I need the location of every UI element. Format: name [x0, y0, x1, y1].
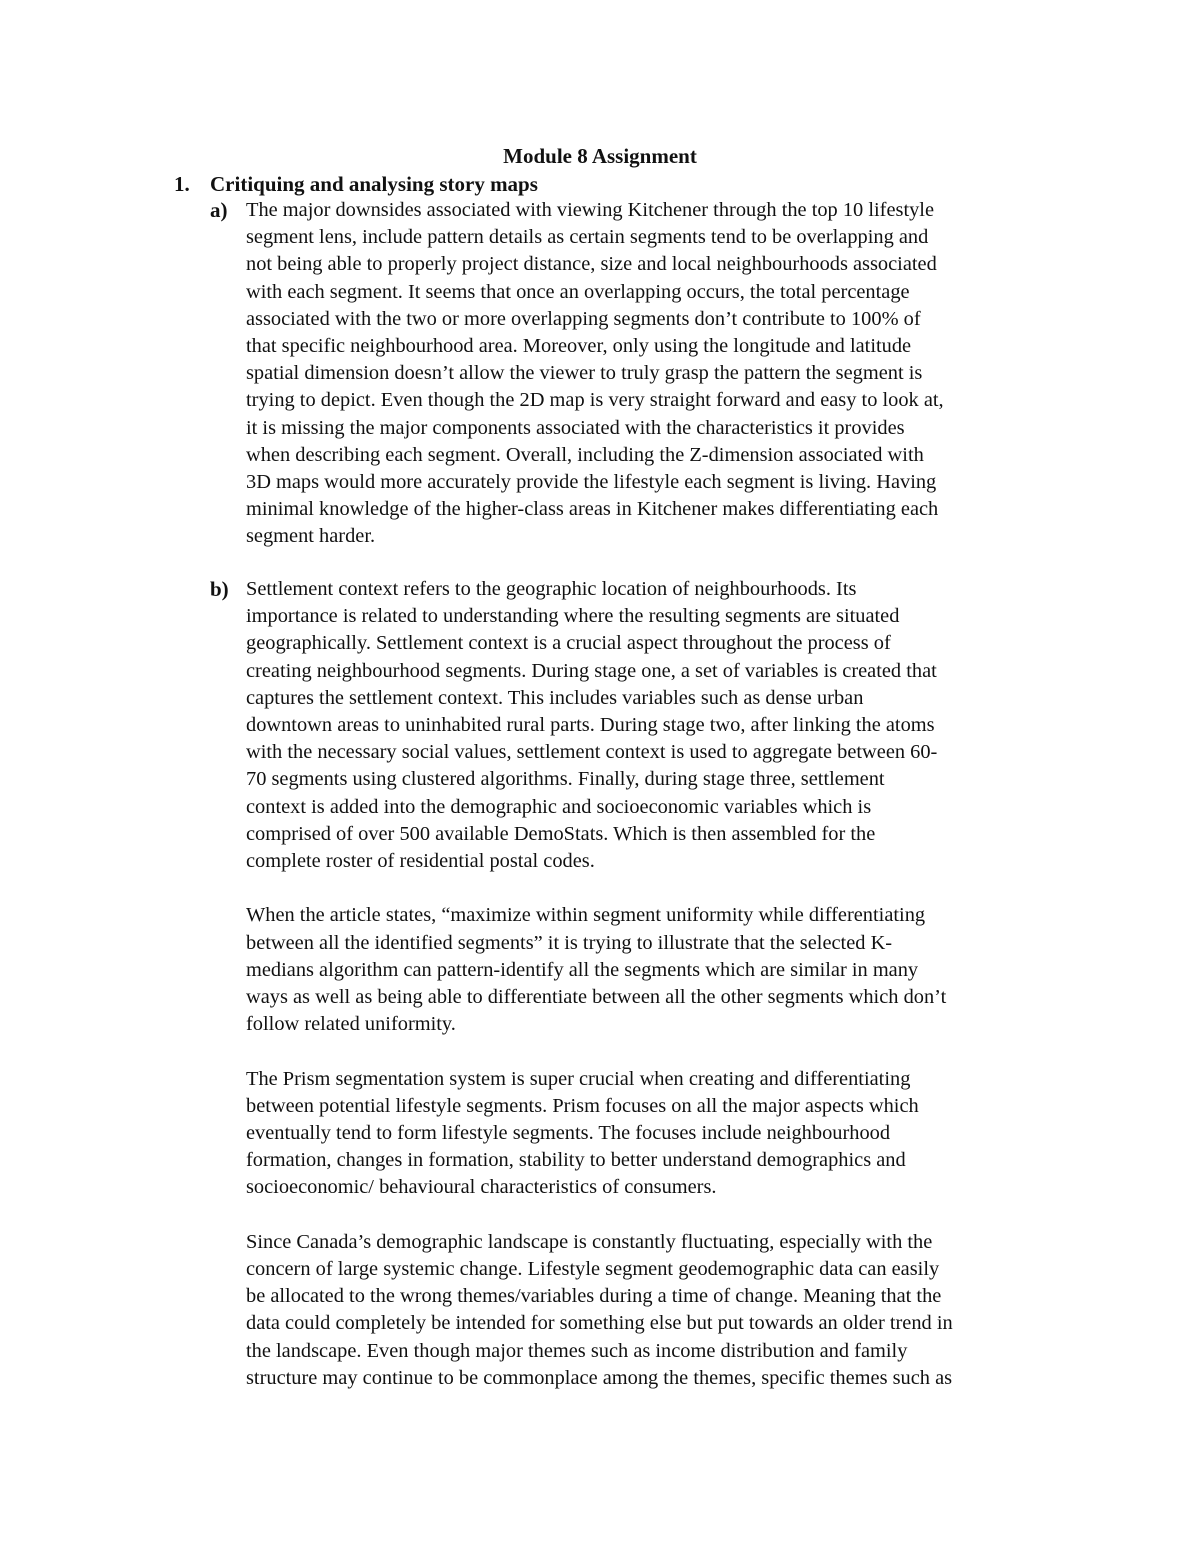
text-line: with the necessary social values, settlement context is used to aggregate between 60-	[246, 741, 938, 764]
text-line: associated with the two or more overlapping segments don’t contribute to 100% of	[246, 307, 921, 330]
text-line: captures the settlement context. This includes variables such as dense urban	[246, 686, 864, 709]
text-line: socioeconomic/ behavioural characteristics of consumers.	[246, 1176, 717, 1199]
text-line: comprised of over 500 available DemoStats. Which is then assembled for the	[246, 822, 876, 845]
text-line: follow related uniformity.	[246, 1013, 456, 1036]
text-line: ways as well as being able to differentiate between all the other segments which don’t	[246, 986, 947, 1009]
list-marker-b: b)	[210, 577, 229, 601]
text-line: structure may continue to be commonplace among the themes, specific themes such as	[246, 1366, 953, 1389]
paragraph-a	[246, 197, 1070, 551]
text-line: Settlement context refers to the geographic location of neighbourhoods. Its	[246, 578, 857, 600]
text-line: segment lens, include pattern details as certain segments tend to be overlapping and	[246, 226, 929, 249]
paragraph-b-canada	[246, 1229, 1070, 1392]
paragraph-b-uniformity	[246, 902, 1070, 1038]
text-line: downtown areas to uninhabited rural parts. During stage two, after linking the atoms	[246, 714, 935, 737]
text-line: eventually tend to form lifestyle segments. The focuses include neighbourhood	[246, 1122, 891, 1145]
text-line: not being able to properly project distance, size and local neighbourhoods associated	[246, 253, 937, 276]
text-line: The Prism segmentation system is super crucial when creating and differentiating	[246, 1067, 911, 1090]
text-line: spatial dimension doesn’t allow the viewer to truly grasp the pattern the segment is	[246, 362, 923, 385]
paragraph-b-prism	[246, 1066, 1070, 1202]
text-line: creating neighbourhood segments. During stage one, a set of variables is created that	[246, 659, 937, 682]
text-line: data could completely be intended for something else but put towards an older trend in	[246, 1312, 953, 1335]
text-line: context is added into the demographic and socioeconomic variables which is	[246, 795, 872, 818]
text-line: between all the identified segments” it is trying to illustrate that the selected K-	[246, 931, 893, 954]
text-line: it is missing the major components associated with the characteristics it provides	[246, 416, 905, 439]
section-heading-text: Critiquing and analysing story maps	[210, 172, 538, 196]
text-line: Since Canada’s demographic landscape is constantly fluctuating, especially with the	[246, 1230, 933, 1253]
text-line: between potential lifestyle segments. Prism focuses on all the major aspects which	[246, 1094, 919, 1117]
text-line: medians algorithm can pattern-identify all the segments which are similar in many	[246, 958, 919, 981]
list-item-b	[210, 576, 1070, 1392]
list-marker-a: a)	[210, 198, 228, 222]
text-line: When the article states, “maximize within segment uniformity while differentiating	[246, 904, 926, 927]
text-line: when describing each segment. Overall, including the Z-dimension associated with	[246, 443, 924, 466]
text-line: complete roster of residential postal codes.	[246, 850, 595, 873]
text-line: with each segment. It seems that once an overlapping occurs, the total percentage	[246, 280, 910, 303]
text-line: that specific neighbourhood area. Moreover, only using the longitude and latitude	[246, 335, 912, 358]
paragraph-b-settlement	[246, 576, 1070, 875]
list-item-a	[210, 197, 1070, 551]
text-line: The major downsides associated with viewing Kitchener through the top 10 lifestyle	[246, 199, 935, 221]
text-line: minimal knowledge of the higher-class areas in Kitchener makes differentiating each	[246, 498, 939, 521]
section-number: 1.	[174, 172, 190, 196]
document-title: Module 8 Assignment	[503, 144, 697, 168]
text-line: 3D maps would more accurately provide the lifestyle each segment is living. Having	[246, 471, 937, 494]
text-line: concern of large systemic change. Lifestyle segment geodemographic data can easily	[246, 1258, 940, 1281]
text-line: 70 segments using clustered algorithms. Finally, during stage three, settlement	[246, 768, 885, 791]
text-line: importance is related to understanding where the resulting segments are situated	[246, 605, 900, 628]
text-line: the landscape. Even though major themes such as income distribution and family	[246, 1339, 908, 1362]
text-line: trying to depict. Even though the 2D map is very straight forward and easy to look at,	[246, 389, 944, 412]
text-line: be allocated to the wrong themes/variables during a time of change. Meaning that the	[246, 1285, 942, 1308]
text-line: segment harder.	[246, 525, 376, 548]
section-heading	[174, 170, 538, 198]
text-line: geographically. Settlement context is a crucial aspect throughout the process of	[246, 632, 891, 655]
text-line: formation, changes in formation, stability to better understand demographics and	[246, 1149, 906, 1172]
